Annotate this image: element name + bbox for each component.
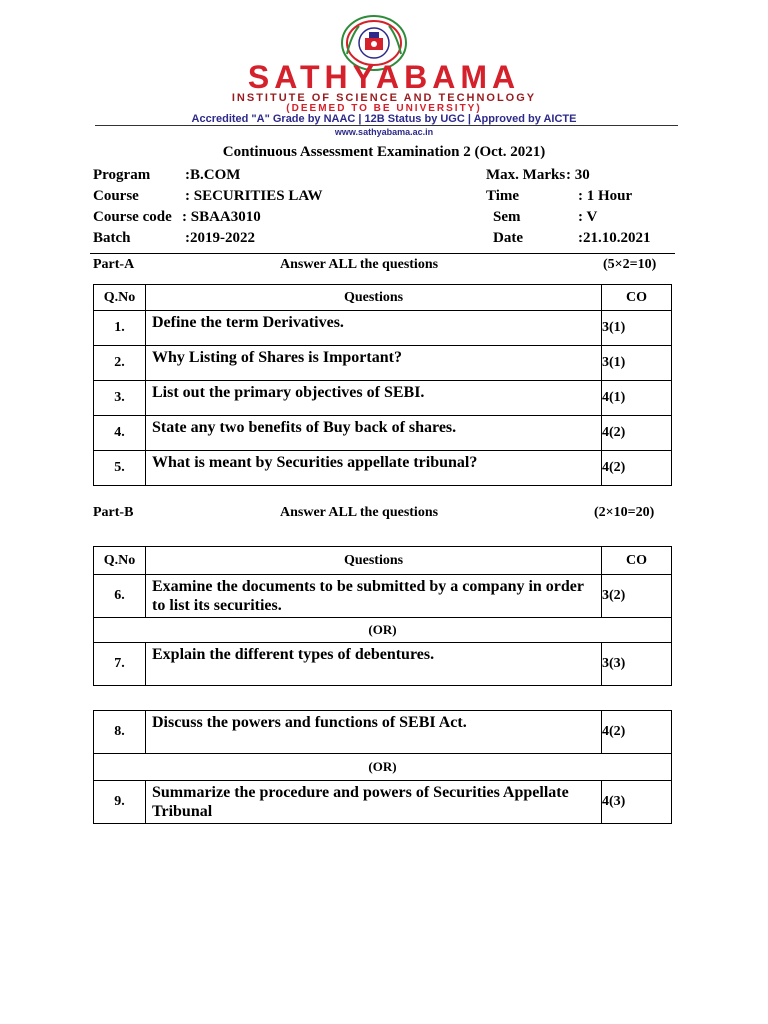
question-number: 7.: [94, 643, 146, 686]
question-text: Why Listing of Shares is Important?: [146, 346, 602, 381]
university-name: SATHYABAMA: [247, 59, 521, 95]
part-b-table-2: [93, 710, 672, 824]
col-qno-header: Q.No: [94, 547, 146, 575]
question-co: 3(3): [602, 643, 672, 686]
question-text: Examine the documents to be submitted by a company in order to list its securities.: [146, 575, 602, 618]
deemed-line: (DEEMED TO BE UNIVERSITY): [286, 103, 482, 114]
or-label: (OR): [94, 754, 672, 781]
part-a-label: Part-A: [93, 257, 135, 272]
question-text: State any two benefits of Buy back of shares.: [146, 416, 602, 451]
table-row: [94, 575, 672, 618]
question-co: 4(2): [602, 416, 672, 451]
col-co-header: CO: [602, 547, 672, 575]
course-label: Course: [93, 188, 139, 204]
exam-title: Continuous Assessment Examination 2 (Oct. 2021): [222, 144, 546, 160]
course-code-value: : SBAA3010: [182, 209, 261, 225]
program-value: :B.COM: [185, 167, 241, 183]
col-questions-header: Questions: [146, 285, 602, 311]
question-number: 8.: [94, 711, 146, 754]
table-row: [94, 643, 672, 686]
question-number: 4.: [94, 416, 146, 451]
question-co: 4(1): [602, 381, 672, 416]
time-value: : 1 Hour: [578, 188, 633, 204]
table-row: [94, 451, 672, 486]
part-b-label: Part-B: [93, 505, 134, 520]
max-marks-label: Max. Marks: [486, 167, 566, 183]
question-number: 5.: [94, 451, 146, 486]
question-co: 4(3): [602, 781, 672, 824]
header-divider: [95, 125, 678, 126]
info-divider: [90, 253, 675, 254]
question-number: 9.: [94, 781, 146, 824]
accreditation-line: Accredited "A" Grade by NAAC | 12B Status by UGC | Approved by AICTE: [191, 113, 577, 125]
time-label: Time: [486, 188, 520, 204]
table-row: [94, 311, 672, 346]
table-row: [94, 381, 672, 416]
part-a-marks: (5×2=10): [603, 257, 657, 272]
question-text: What is meant by Securities appellate tribunal?: [146, 451, 602, 486]
date-label: Date: [493, 230, 523, 246]
table-header-row: [94, 285, 672, 311]
col-co-header: CO: [602, 285, 672, 311]
part-b-table-1: [93, 546, 672, 686]
question-number: 6.: [94, 575, 146, 618]
question-text: List out the primary objectives of SEBI.: [146, 381, 602, 416]
table-row: [94, 346, 672, 381]
question-co: 3(2): [602, 575, 672, 618]
sem-label: Sem: [493, 209, 521, 225]
max-marks-value: : 30: [566, 167, 590, 183]
part-a-table: [93, 284, 672, 486]
question-number: 1.: [94, 311, 146, 346]
program-label: Program: [93, 167, 151, 183]
table-header-row: [94, 547, 672, 575]
question-co: 3(1): [602, 346, 672, 381]
col-questions-header: Questions: [146, 547, 602, 575]
sem-value: : V: [578, 209, 598, 225]
batch-value: :2019-2022: [185, 230, 255, 246]
question-co: 4(2): [602, 451, 672, 486]
question-text: Explain the different types of debentures.: [146, 643, 602, 686]
question-text: Summarize the procedure and powers of Securities Appellate Tribunal: [146, 781, 602, 824]
col-qno-header: Q.No: [94, 285, 146, 311]
table-row: [94, 416, 672, 451]
part-b-instruction: Answer ALL the questions: [280, 505, 439, 520]
part-b-marks: (2×10=20): [594, 505, 655, 520]
website-link[interactable]: www.sathyabama.ac.in: [334, 127, 434, 137]
date-value: :21.10.2021: [578, 230, 651, 246]
course-value: : SECURITIES LAW: [185, 188, 323, 204]
table-row: [94, 711, 672, 754]
question-number: 3.: [94, 381, 146, 416]
or-label: (OR): [94, 618, 672, 643]
question-co: 4(2): [602, 711, 672, 754]
question-number: 2.: [94, 346, 146, 381]
or-row: [94, 618, 672, 643]
course-code-label: Course code: [93, 209, 172, 225]
question-text: Discuss the powers and functions of SEBI Act.: [146, 711, 602, 754]
or-row: [94, 754, 672, 781]
question-co: 3(1): [602, 311, 672, 346]
part-a-instruction: Answer ALL the questions: [280, 257, 439, 272]
institute-line: INSTITUTE OF SCIENCE AND TECHNOLOGY: [231, 92, 537, 104]
table-row: [94, 781, 672, 824]
batch-label: Batch: [93, 230, 131, 246]
question-text: Define the term Derivatives.: [146, 311, 602, 346]
